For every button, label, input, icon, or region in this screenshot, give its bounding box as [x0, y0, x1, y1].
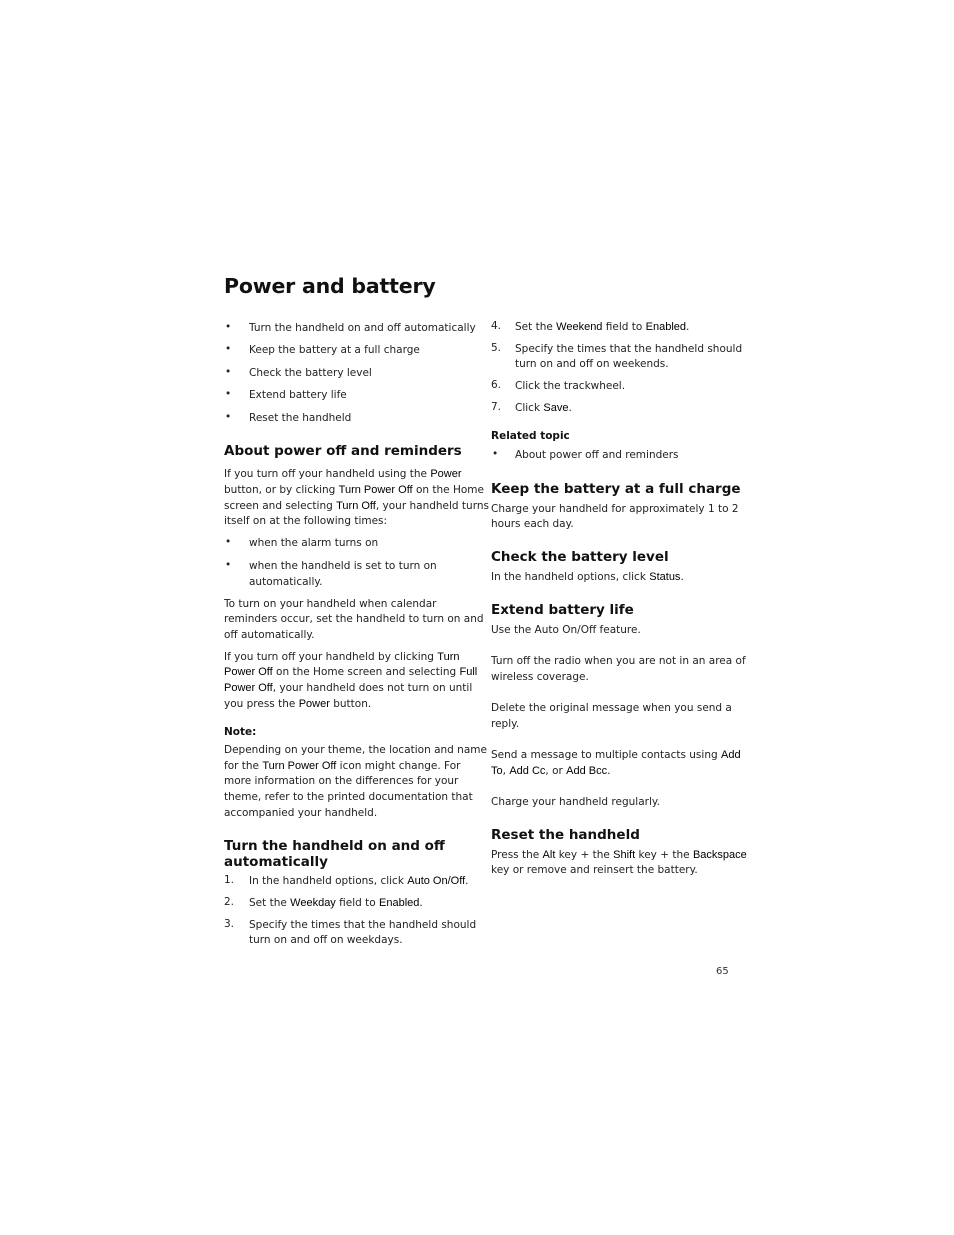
page-number: 65: [716, 966, 729, 977]
paragraph-line: you press the Power button.: [224, 698, 372, 710]
paragraph-line: To turn on your handheld when calendar: [224, 598, 437, 610]
list-item: Extend battery life: [249, 389, 347, 401]
step-text: Specify the times that the handheld should: [249, 919, 477, 931]
note-line: accompanied your handheld.: [224, 807, 378, 819]
paragraph-line: Use the Auto On/Off feature.: [491, 624, 641, 636]
section-heading-check: Check the battery level: [491, 549, 669, 565]
bullet-icon: •: [225, 366, 232, 378]
note-label: Note:: [224, 726, 257, 738]
paragraph-line: To, Add Cc, or Add Bcc.: [491, 765, 611, 777]
step-number: 2.: [224, 896, 235, 908]
related-topic-label: Related topic: [491, 430, 570, 442]
bullet-icon: •: [492, 448, 499, 460]
list-item: Check the battery level: [249, 367, 372, 379]
bullet-icon: •: [225, 559, 232, 571]
note-line: for the Turn Power Off icon might change. For: [224, 760, 461, 772]
section-heading-keep: Keep the battery at a full charge: [491, 481, 741, 497]
bullet-icon: •: [225, 411, 232, 423]
step-text: turn on and off on weekends.: [515, 358, 669, 370]
list-item: automatically.: [249, 576, 323, 588]
section-heading-reset: Reset the handheld: [491, 827, 640, 843]
paragraph-line: Turn off the radio when you are not in an area of: [491, 655, 746, 667]
paragraph-line: If you turn off your handheld by clicking Turn: [224, 651, 460, 663]
list-item: Turn the handheld on and off automatically: [249, 322, 476, 334]
paragraph-line: Press the Alt key + the Shift key + the Backspace: [491, 849, 747, 861]
paragraph-line: reminders occur, set the handheld to turn on and: [224, 613, 484, 625]
paragraph-line: wireless coverage.: [491, 671, 589, 683]
step-text: Click the trackwheel.: [515, 380, 626, 392]
paragraph-line: itself on at the following times:: [224, 515, 388, 527]
section-heading-about: About power off and reminders: [224, 443, 462, 459]
bullet-icon: •: [225, 343, 232, 355]
note-line: theme, refer to the printed documentation that: [224, 791, 473, 803]
page-title: Power and battery: [224, 274, 436, 298]
list-item: when the handheld is set to turn on: [249, 560, 437, 572]
paragraph-line: Charge your handheld for approximately 1 to 2: [491, 503, 739, 515]
list-item: Keep the battery at a full charge: [249, 344, 420, 356]
section-heading-turn: Turn the handheld on and off: [224, 838, 445, 854]
bullet-icon: •: [225, 388, 232, 400]
step-number: 5.: [491, 342, 502, 354]
paragraph-line: Power Off on the Home screen and selecting Full: [224, 666, 478, 678]
list-item: when the alarm turns on: [249, 537, 379, 549]
step-text: In the handheld options, click Auto On/Off.: [249, 875, 469, 887]
bullet-icon: •: [225, 536, 232, 548]
step-text: turn on and off on weekdays.: [249, 934, 403, 946]
paragraph-line: button, or by clicking Turn Power Off on the Home: [224, 484, 484, 496]
step-number: 1.: [224, 874, 235, 886]
paragraph-line: screen and selecting Turn Off, your handheld turns: [224, 500, 489, 512]
list-item: Reset the handheld: [249, 412, 352, 424]
note-line: more information on the differences for your: [224, 775, 459, 787]
paragraph-line: off automatically.: [224, 629, 315, 641]
step-text: Specify the times that the handheld should: [515, 343, 743, 355]
related-topic-link[interactable]: About power off and reminders: [515, 449, 679, 461]
step-text: Set the Weekday field to Enabled.: [249, 897, 423, 909]
step-text: Set the Weekend field to Enabled.: [515, 321, 690, 333]
paragraph-line: Power Off, your handheld does not turn on until: [224, 682, 473, 694]
paragraph-line: Send a message to multiple contacts using Add: [491, 749, 741, 761]
paragraph-line: key or remove and reinsert the battery.: [491, 864, 698, 876]
paragraph-line: hours each day.: [491, 518, 574, 530]
bullet-icon: •: [225, 321, 232, 333]
step-text: Click Save.: [515, 402, 572, 414]
step-number: 6.: [491, 379, 502, 391]
step-number: 7.: [491, 401, 502, 413]
paragraph-line: In the handheld options, click Status.: [491, 571, 684, 583]
note-line: Depending on your theme, the location and name: [224, 744, 487, 756]
step-number: 3.: [224, 918, 235, 930]
step-number: 4.: [491, 320, 502, 332]
section-heading-turn-cont: automatically: [224, 854, 328, 870]
paragraph-line: Delete the original message when you send a: [491, 702, 732, 714]
paragraph-line: If you turn off your handheld using the Power: [224, 468, 462, 480]
paragraph-line: reply.: [491, 718, 520, 730]
paragraph-line: Charge your handheld regularly.: [491, 796, 660, 808]
section-heading-extend: Extend battery life: [491, 602, 634, 618]
